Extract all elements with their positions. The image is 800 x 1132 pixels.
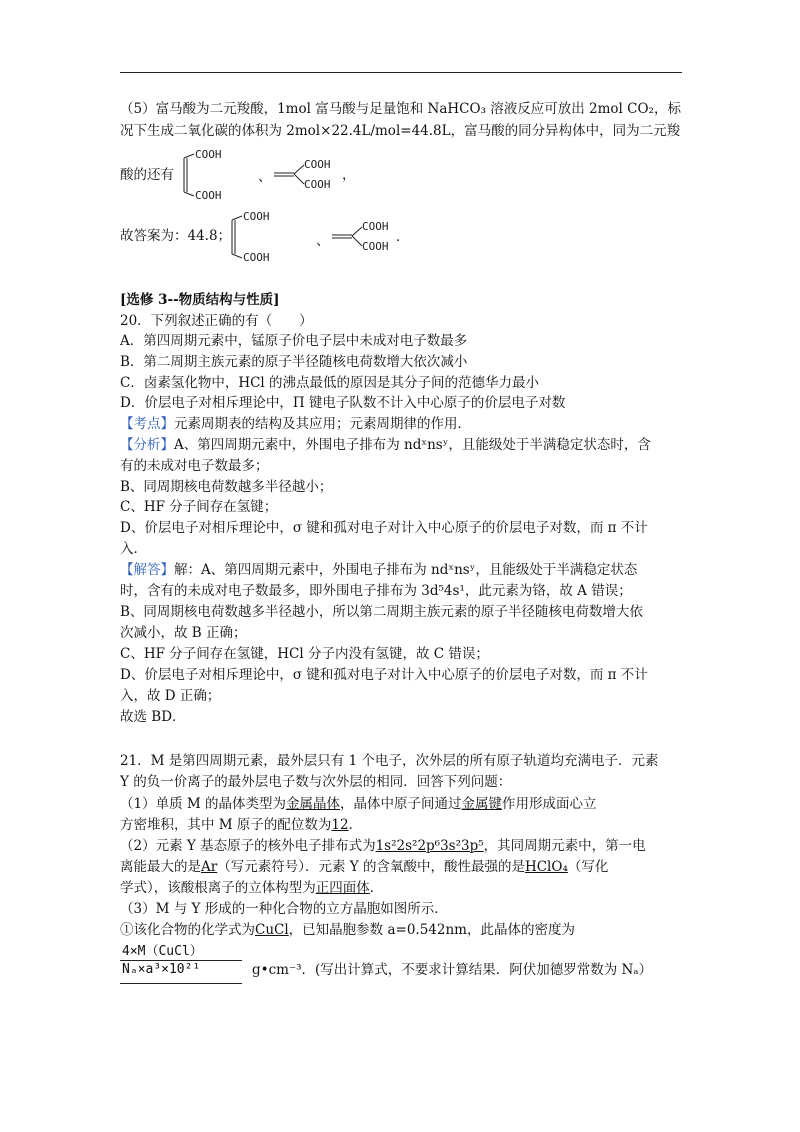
jieda-line-2: 时，含有的未成对电子数最多，即外围电子排布为 3d⁵4s¹，此元素为铬，故 A 错误； xyxy=(120,583,632,599)
answer-blank: CuCl xyxy=(255,922,289,938)
cooh-label: COOH xyxy=(362,220,389,233)
q21-part-2-cont xyxy=(120,858,608,876)
q5-line-3-prefix: 酸的还有 xyxy=(120,167,174,183)
cooh-label: COOH xyxy=(362,240,389,253)
text: 离能最大的是 xyxy=(120,859,201,875)
q5-line-3-end: ， xyxy=(342,167,356,183)
cooh-label: COOH xyxy=(243,210,270,223)
fenxi-line-6: 入． xyxy=(120,541,147,557)
kaodian-text: 元素周期表的结构及其应用；元素周期律的作用． xyxy=(174,416,471,432)
kaodian-tag: 【考点】 xyxy=(120,416,174,432)
cis-dicarboxylic-structure-answer xyxy=(228,208,294,264)
q21-part-1-cont xyxy=(120,816,362,834)
text: （写化 xyxy=(567,859,609,875)
answer-blank: 正四面体 xyxy=(315,880,370,896)
jieda-tag: 【解答】 xyxy=(120,562,174,578)
answer-blank: 12 xyxy=(331,817,349,833)
fenxi-line-5: D、价层电子对相斥理论中，σ 键和孤对电子对计入中心原子的价层电子对数，而 π 不计 xyxy=(120,520,648,536)
cis-dicarboxylic-structure xyxy=(180,146,246,202)
q21-part-4 xyxy=(120,921,575,939)
text: 作用形成面心立 xyxy=(502,796,597,812)
q20-fenxi xyxy=(120,436,651,454)
text: （2）元素 Y 基态原子的核外电子排布式为 xyxy=(120,838,376,854)
separator: 、 xyxy=(316,233,330,249)
answer-blank: HClO₄ xyxy=(524,859,568,875)
formula-numerator: 4×M（CuCl） xyxy=(122,944,203,959)
gem-dicarboxylic-structure xyxy=(272,156,342,192)
fenxi-line-3: B、同周期核电荷数越多半径越小； xyxy=(120,479,333,495)
text: 学式），该酸根离子的立体构型为 xyxy=(120,880,316,896)
fenxi-line-1: A、第四周期元素中，外围电子排布为 ndˣnsʸ，且能级处于半满稳定状态时，含 xyxy=(174,437,651,453)
header-rule xyxy=(120,72,682,73)
answer-blank: Ar xyxy=(201,859,218,875)
fenxi-tag: 【分析】 xyxy=(120,437,174,453)
separator: 、 xyxy=(258,169,272,185)
jieda-line-4: 次减小，故 B 正确； xyxy=(120,625,247,641)
q21-line-1: 21．M 是第四周期元素，最外层只有 1 个电子，次外层的所有原子轨道均充满电子．元素 xyxy=(120,753,659,769)
q20-stem: 20．下列叙述正确的有（ ） xyxy=(120,313,313,329)
q20-kaodian xyxy=(120,415,471,433)
q5-line-2: 况下生成二氧化碳的体积为 2mol×22.4L/mol=44.8L，富马酸的同分异构体中，同为二元羧 xyxy=(120,123,681,139)
q5-answer-prefix: 故答案为：44.8； xyxy=(120,228,232,244)
jieda-line-1: 解：A、第四周期元素中，外围电子排布为 ndˣnsʸ，且能级处于半满稳定状态 xyxy=(174,562,638,578)
text: ，已知晶胞参数 a=0.542nm，此晶体的密度为 xyxy=(288,922,575,938)
q20-option-b: B．第二周期主族元素的原子半径随核电荷数增大依次减小 xyxy=(120,354,468,370)
fraction-bar xyxy=(120,960,242,961)
answer-blank: 金属键 xyxy=(461,796,502,812)
gem-dicarboxylic-structure-answer xyxy=(330,218,400,254)
text: ． xyxy=(348,817,363,833)
text: ． xyxy=(369,880,384,896)
q21-part-2 xyxy=(120,837,646,855)
text: 方密堆积，其中 M 原子的配位数为 xyxy=(120,817,332,833)
cooh-label: COOH xyxy=(195,148,222,161)
text: ，其同周期元素中，第一电 xyxy=(483,838,646,854)
jieda-line-5: C、HF 分子间存在氢键，HCl 分子内没有氢键，故 C 错误； xyxy=(120,646,489,662)
q21-part-3: （3）M 与 Y 形成的一种化合物的立方晶胞如图所示． xyxy=(120,901,448,917)
cooh-label: COOH xyxy=(304,178,331,191)
text: ，晶体中原子间通过 xyxy=(340,796,462,812)
q20-option-d: D．价层电子对相斥理论中，Π 键电子队数不计入中心原子的价层电子对数 xyxy=(120,395,566,411)
q21-line-2: Y 的负一价离子的最外层电子数与次外层的相同．回答下列问题： xyxy=(120,774,512,790)
jieda-line-3: B、同周期核电荷数越多半径越小，所以第二周期主族元素的原子半径随核电荷数增大依 xyxy=(120,604,643,620)
jieda-line-8: 故选 BD． xyxy=(120,709,186,725)
q20-option-a: A．第四周期元素中，锰原子价电子层中未成对电子数最多 xyxy=(120,333,468,349)
q21-part-5: g•cm⁻³．(写出计算式，不要求计算结果．阿伏加德罗常数为 Nₐ） xyxy=(252,962,653,978)
text: （1）单质 M 的晶体类型为 xyxy=(120,796,286,812)
jieda-line-6: D、价层电子对相斥理论中，σ 键和孤对电子对计入中心原子的价层电子对数，而 π 不计 xyxy=(120,667,648,683)
cooh-label: COOH xyxy=(304,158,331,171)
cooh-label: COOH xyxy=(195,189,222,202)
answer-blank: 1s²2s²2p⁶3s²3p⁵ xyxy=(375,838,484,854)
q20-jieda xyxy=(120,561,637,579)
text: （写元素符号）．元素 Y 的含氧酸中，酸性最强的是 xyxy=(217,859,525,875)
formula-denominator: Nₐ×a³×10²¹ xyxy=(122,962,201,977)
text: ①该化合物的化学式为 xyxy=(120,922,255,938)
q5-answer-end: ． xyxy=(396,229,410,245)
density-formula xyxy=(120,940,242,984)
q20-option-c: C．卤素氢化物中，HCl 的沸点最低的原因是其分子间的范德华力最小 xyxy=(120,375,540,391)
q5-line-1: （5）富马酸为二元羧酸，1mol 富马酸与足量饱和 NaHCO₃ 溶液反应可放出 2mol CO₂，标 xyxy=(120,101,681,117)
jieda-line-7: 入，故 D 正确； xyxy=(120,688,221,704)
q21-part-2-cont2 xyxy=(120,879,383,897)
fenxi-line-4: C、HF 分子间存在氢键； xyxy=(120,499,278,515)
q21-part-1 xyxy=(120,795,597,813)
answer-underline xyxy=(120,983,242,984)
cooh-label: COOH xyxy=(243,251,270,264)
section-title: [选修 3--物质结构与性质] xyxy=(120,292,280,308)
fenxi-line-2: 有的未成对电子数最多； xyxy=(120,458,269,474)
answer-blank: 金属晶体 xyxy=(286,796,340,812)
